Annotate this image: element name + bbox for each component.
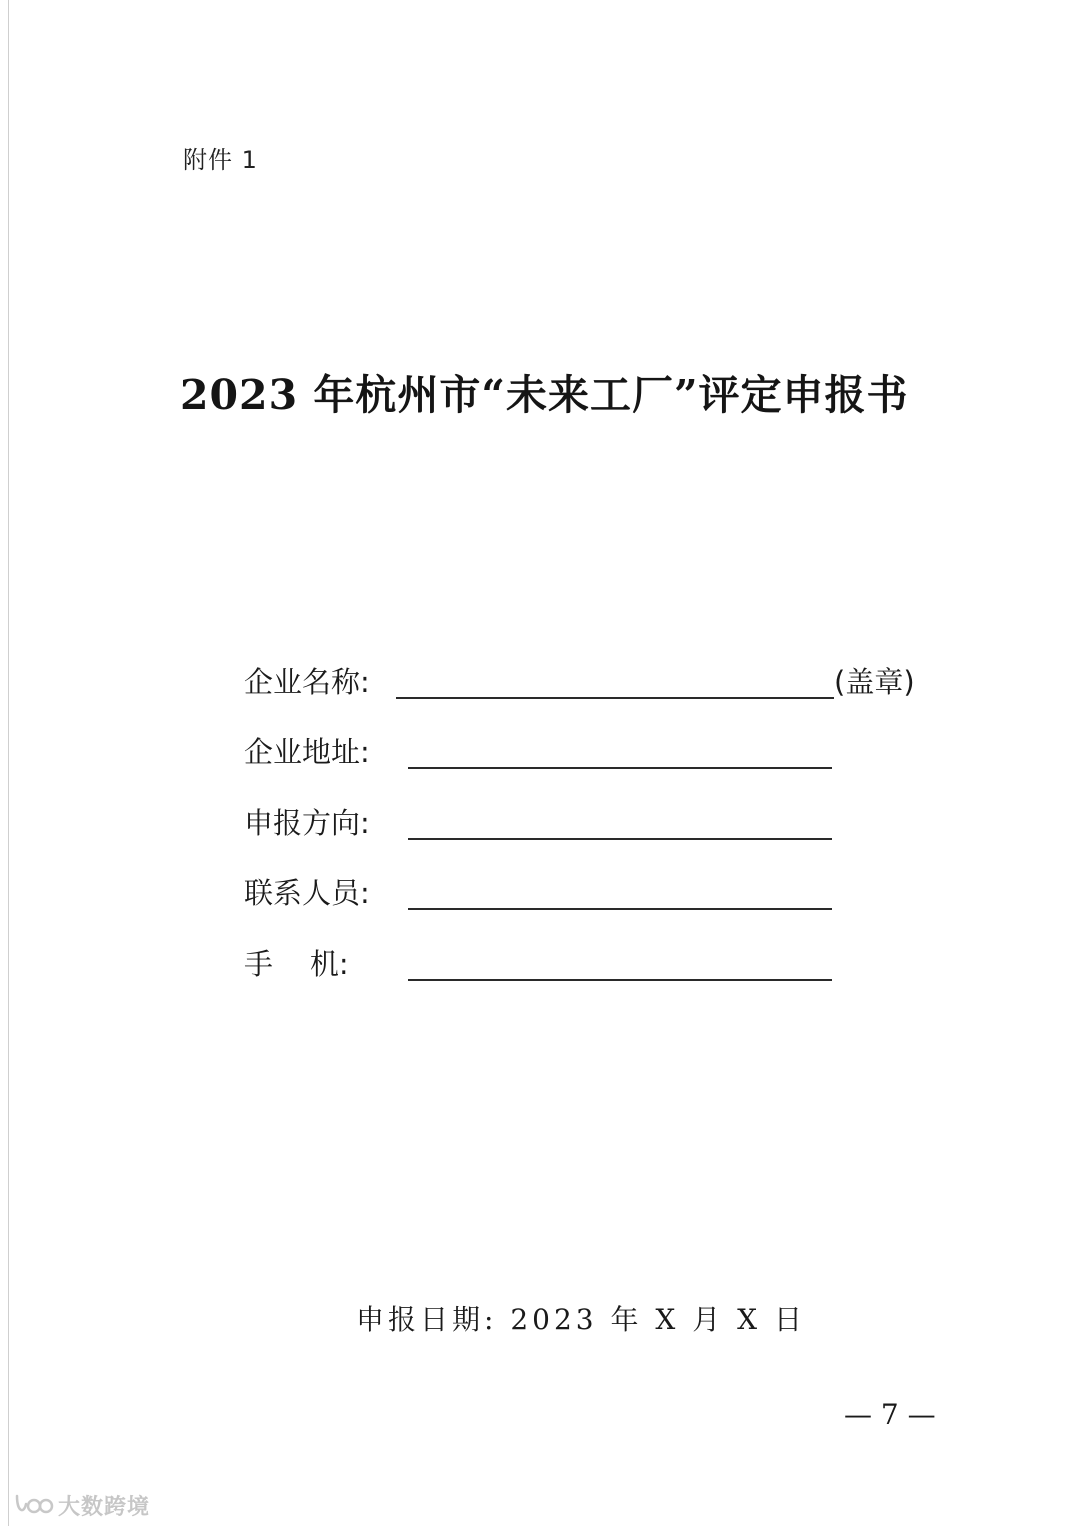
phone-row	[244, 942, 964, 982]
company-name-row	[244, 660, 964, 700]
phone-label: 手 机:	[244, 947, 349, 981]
company-address-row	[244, 730, 964, 770]
page-edge-line	[8, 0, 9, 1526]
application-direction-label: 申报方向:	[244, 806, 370, 840]
watermark-logo-icon	[14, 1492, 54, 1518]
company-name-label: 企业名称:	[244, 665, 370, 699]
watermark	[14, 1490, 150, 1520]
company-name-field[interactable]	[396, 697, 834, 699]
application-date: 申报日期: 2023 年 X 月 X 日	[356, 1303, 806, 1336]
contact-person-field[interactable]	[408, 908, 832, 910]
application-direction-field[interactable]	[408, 838, 832, 840]
attachment-label: 附件 1	[183, 146, 258, 174]
page-number: — 7 —	[844, 1398, 936, 1431]
watermark-text: 大数跨境	[58, 1494, 151, 1520]
contact-person-label: 联系人员:	[244, 876, 370, 910]
seal-note: (盖章)	[834, 665, 915, 699]
contact-person-row	[244, 871, 964, 911]
phone-field[interactable]	[408, 979, 832, 981]
document-title: 2023 年杭州市“未来工厂”评定申报书	[180, 371, 909, 419]
application-direction-row	[244, 801, 964, 841]
company-address-field[interactable]	[408, 767, 832, 769]
company-address-label: 企业地址:	[244, 735, 370, 769]
